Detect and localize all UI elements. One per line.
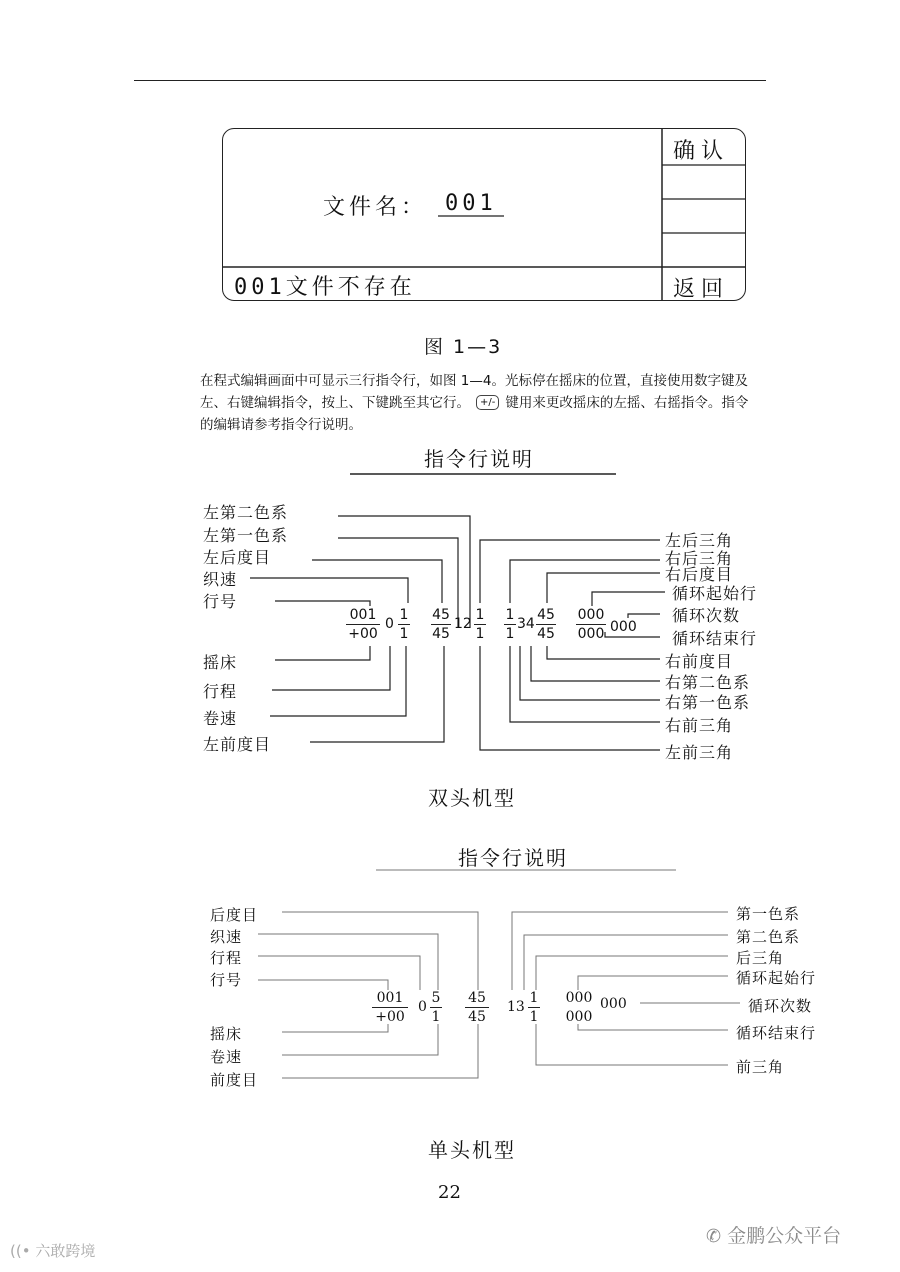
s-label-color1: 第一色系 — [736, 905, 801, 923]
single-diagram-title: 指令行说明 — [458, 846, 568, 870]
label-takedown-speed: 卷速 — [203, 709, 238, 728]
label-left-back-stitch: 左后度目 — [203, 548, 272, 567]
dbl-speed-wind: 1 1 — [399, 607, 409, 642]
dbl-right-cam: 1 1 — [505, 607, 515, 642]
wechat-icon: ✆ — [706, 1226, 722, 1247]
s-label-loop-start: 循环起始行 — [736, 969, 817, 987]
label-loop-end: 循环结束行 — [672, 629, 758, 648]
s-label-racking: 摇床 — [210, 1025, 243, 1043]
double-diagram-caption: 双头机型 — [428, 786, 516, 810]
s-label-row-number: 行号 — [210, 971, 243, 989]
s-label-takedown-speed: 卷速 — [210, 1048, 243, 1066]
label-loop-start: 循环起始行 — [672, 584, 758, 603]
label-knit-speed: 织速 — [203, 570, 238, 589]
sgl-speed-wind: 5 1 — [431, 990, 441, 1025]
dbl-left-cam: 1 1 — [475, 607, 485, 642]
sgl-stitch: 45 45 — [465, 990, 489, 1025]
softkey-confirm[interactable]: 确认 — [673, 139, 730, 164]
label-loop-count: 循环次数 — [672, 606, 741, 625]
body-paragraph: 在程式编辑画面中可显示三行指令行，如图 1—4。光标停在摇床的位置，直接使用数字键及左、右键编辑指令，按上、下键跳至其它行。 +/- 键用来更改摇床的左摇、右摇指令。指令的编辑请参考指令行说明。 — [200, 373, 749, 433]
s-label-back-stitch: 后度目 — [210, 906, 259, 924]
watermark-left: ((• 六敢跨境 — [10, 1242, 96, 1260]
label-racking: 摇床 — [203, 653, 238, 672]
label-right-front-stitch: 右前度目 — [665, 652, 734, 671]
page-number: 22 — [438, 1182, 461, 1203]
label-left-front-stitch: 左前度目 — [203, 735, 272, 754]
s-label-stroke: 行程 — [210, 949, 243, 967]
label-right-color2: 右第二色系 — [665, 673, 751, 692]
label-right-back-cam: 右后三角 — [665, 549, 734, 568]
broadcast-icon: ((• — [10, 1242, 31, 1260]
filename-label: 文件名： — [323, 195, 428, 220]
label-stroke: 行程 — [203, 682, 238, 701]
sgl-loop-count: 000 — [600, 996, 627, 1012]
label-left-front-cam: 左前三角 — [665, 743, 734, 762]
s-label-loop-end: 循环结束行 — [736, 1024, 817, 1042]
s-label-back-cam: 后三角 — [736, 949, 785, 967]
label-left-back-cam: 左后三角 — [665, 531, 734, 550]
sgl-cam: 1 1 — [529, 990, 539, 1025]
dbl-field-v0: 0 — [385, 616, 394, 632]
figure-caption: 图 1—3 — [424, 336, 503, 358]
label-row-number: 行号 — [203, 592, 238, 611]
double-diagram-title: 指令行说明 — [424, 447, 534, 471]
plus-minus-key-icon: +/- — [476, 395, 499, 410]
label-left-color2: 左第二色系 — [203, 503, 289, 522]
watermark-right: ✆ 金鹏公众平台 — [706, 1225, 842, 1247]
status-message: 001文件不存在 — [234, 275, 416, 300]
sgl-field-v0: 0 — [418, 999, 427, 1015]
sgl-loop: 000 000 — [565, 990, 593, 1025]
sgl-row-shake: 001 +00 — [372, 990, 408, 1025]
s-label-knit-speed: 织速 — [210, 928, 243, 946]
dbl-right-color: 34 — [517, 616, 535, 632]
label-right-color1: 右第一色系 — [665, 693, 751, 712]
s-label-front-cam: 前三角 — [736, 1058, 785, 1076]
dbl-left-stitch: 45 45 — [432, 607, 450, 642]
s-label-loop-count: 循环次数 — [748, 997, 813, 1015]
label-right-front-cam: 右前三角 — [665, 716, 734, 735]
filename-input[interactable]: 001 — [445, 191, 497, 216]
dbl-right-stitch: 45 45 — [537, 607, 555, 642]
single-diagram-caption: 单头机型 — [428, 1138, 516, 1162]
dbl-left-color: 12 — [454, 616, 472, 632]
label-right-back-stitch: 右后度目 — [665, 565, 734, 584]
softkey-return[interactable]: 返回 — [673, 277, 730, 302]
s-label-color2: 第二色系 — [736, 928, 801, 946]
s-label-front-stitch: 前度目 — [210, 1071, 259, 1089]
dbl-loop: 000 000 — [577, 607, 605, 642]
sgl-color: 13 — [507, 999, 525, 1015]
dbl-row-shake: 001 +00 — [346, 607, 380, 642]
dbl-loop-count: 000 — [610, 619, 637, 635]
label-left-color1: 左第一色系 — [203, 526, 289, 545]
